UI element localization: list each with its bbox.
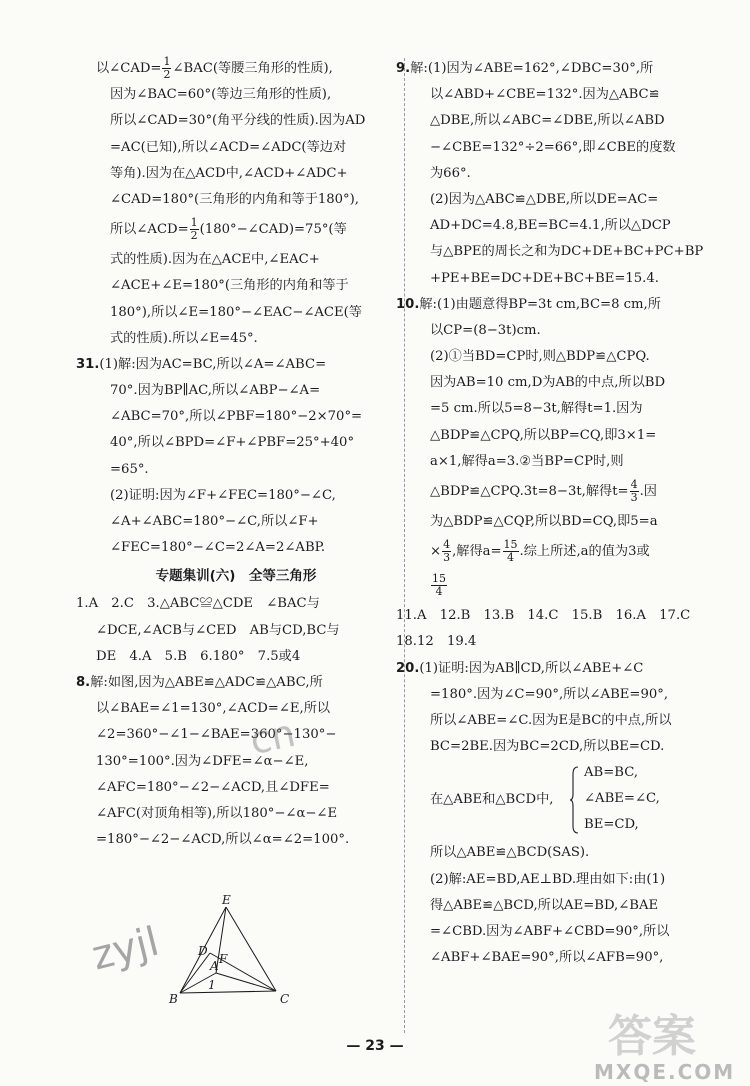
answer-line: 18.12 19.4: [396, 634, 477, 650]
left-brace-icon: [569, 766, 579, 834]
text-line: △DBE,所以∠ABC=∠DBE,所以∠ABD: [430, 113, 665, 129]
text-line: (2)因为△ABC≌△DBE,所以DE=AC=: [430, 191, 659, 207]
brace-items: [584, 760, 660, 838]
answer-line: ∠DCE,∠ACB与∠CED AB与CD,BC与: [96, 622, 340, 638]
text-line: ∠ABF+∠BAE=90°,所以∠AFB=90°,: [430, 950, 664, 966]
fraction: $\frac{15}{4}$: [503, 538, 518, 565]
text-line: 以∠ABD+∠CBE=132°.因为△ABC≌: [430, 87, 660, 103]
brace-item: AB=BC,: [584, 765, 639, 781]
right-column: [396, 56, 734, 971]
text-line: 70°.因为BP∥AC,所以∠ABP−∠A=: [110, 383, 321, 399]
text-line: 180°),所以∠E=180°−∠EAC−∠ACE(等: [110, 304, 362, 320]
brace-lead-text: 在△ABE和△BCD中,: [430, 792, 554, 808]
text-line: 因为∠BAC=60°(等边三角形的性质),: [110, 87, 332, 103]
fraction: $\frac{1}{2}$: [190, 216, 198, 243]
text-line: ∠AFC(对顶角相等),所以180°−∠α−∠E: [96, 805, 338, 821]
label-A: A: [210, 959, 219, 973]
text-line: =65°.: [110, 461, 149, 477]
question-8: 8.解:如图,因为△ABE≌△ADC≌△ABC,所: [76, 674, 323, 690]
question-20: 20.(1)证明:因为AB∥CD,所以∠ABE+∠C: [396, 660, 644, 676]
column-divider: [404, 58, 405, 1033]
answer-line: 11.A 12.B 13.B 14.C 15.B 16.A 17.C: [396, 608, 691, 624]
brace-system: [416, 760, 734, 840]
text-line: 得△ABE≌△BCD,所以AE=BD,∠BAE: [430, 897, 659, 913]
section-title: 专题集训(六) 全等三角形: [155, 568, 317, 585]
page-number: — 23 —: [346, 1038, 404, 1054]
text-line: ∠ABC=70°,所以∠PBF=180°−2×70°=: [110, 409, 363, 425]
text-line: =180°.因为∠C=90°,所以∠ABE=90°,: [430, 686, 669, 702]
text-line: =∠CBD.因为∠ABF+∠CBD=90°,所以: [430, 923, 670, 939]
text-line: 所以△ABE≌△BCD(SAS).: [430, 845, 590, 861]
text-line: 所以∠ABE=∠C.因为E是BC的中点,所以: [430, 712, 672, 728]
text-line: (2)解:AE=BD,AE⊥BD.理由如下:由(1): [430, 871, 666, 887]
text-line: (2)证明:因为∠F+∠FEC=180°−∠C,: [110, 487, 336, 503]
answer-line: DE 4.A 5.B 6.180° 7.5或4: [96, 648, 301, 664]
watermark-cn: cn: [245, 710, 300, 764]
label-F: F: [219, 952, 228, 966]
text-line: ∠CAD=180°(三角形的内角和等于180°),: [110, 191, 359, 207]
label-1: 1: [208, 978, 216, 992]
segment-BD: [180, 953, 210, 993]
text-line: =AC(已知),所以∠ACD=∠ADC(等边对: [110, 139, 347, 155]
answer-line: 1.A 2.C 3.△ABC≌△CDE ∠BAC与: [76, 596, 320, 612]
text-line: ∠2=360°−∠1−∠BAE=360°−130°−: [96, 727, 337, 743]
watermark-zyjl: zyjl: [87, 918, 164, 980]
text-line: +PE+BE=DC+DE+BC+BE=15.4.: [430, 270, 659, 286]
text-line: 与△BPE的周长之和为DC+DE+BC+PC+BP: [430, 244, 704, 260]
left-column: [76, 55, 396, 853]
text-line: ∠ACE+∠E=180°(三角形的内角和等于: [110, 278, 349, 294]
text-line: ∠AFC=180°−∠2−∠ACD,且∠DFE=: [96, 779, 330, 795]
text-line: 为△BDP≌△CQP,所以BD=CQ,即5=a: [430, 514, 658, 529]
fraction: $\frac{15}{4}$: [432, 572, 446, 599]
text-line: =5 cm.所以5=8−3t,解得t=1.因为: [430, 401, 643, 417]
text-line: =180°−∠2−∠ACD,所以∠α=∠2=100°.: [96, 832, 350, 848]
brace-item: BE=CD,: [584, 817, 639, 833]
text-line: 130°=100°.因为∠DFE=∠α−∠E,: [96, 753, 309, 769]
text-line: 所以∠ACD= $\frac{1}{2}$ (180°−∠CAD)=75°(等: [110, 216, 347, 243]
text-line: [416, 569, 734, 603]
question-31: 31.(1)解:因为AC=BC,所以∠A=∠ABC=: [76, 356, 327, 372]
watermark-answer-logo: 答案: [608, 1011, 696, 1062]
text-line: 40°,所以∠BPD=∠F+∠PBF=25°+40°: [110, 435, 355, 451]
fraction: $\frac{4}{3}$: [630, 478, 638, 504]
label-D: D: [198, 944, 208, 958]
text-line: 以∠BAE=∠1=130°,∠ACD=∠E,所以: [96, 701, 331, 717]
text-line: AD+DC=4.8,BE=BC=4.1,所以△DCP: [430, 218, 671, 234]
text-line: a×1,解得a=3.②当BP=CP时,则: [430, 453, 624, 469]
fraction: $\frac{1}{2}$: [163, 55, 171, 81]
brace-item: ∠ABE=∠C,: [584, 791, 660, 807]
watermark-site: MXQE.COM: [594, 1060, 736, 1084]
label-C: C: [280, 992, 290, 1006]
fraction: $\frac{4}{3}$: [443, 538, 451, 565]
text-line: (2)①当BD=CP时,则△BDP≌△CPQ.: [430, 349, 650, 365]
text-line: △BDP≌△CPQ.3t=8−3t,解得t= $\frac{4}{3}$ .因: [430, 478, 657, 504]
text-line: 式的性质).因为在△ACE中,∠EAC+: [110, 252, 320, 268]
text-line: 因为AB=10 cm,D为AB的中点,所以BD: [430, 375, 666, 391]
text-line: 为66°.: [430, 165, 471, 181]
text-line: −∠CBE=132°÷2=66°,即∠CBE的度数: [430, 139, 676, 155]
label-E: E: [222, 893, 231, 907]
label-B: B: [169, 992, 178, 1006]
text-line: 以CP=(8−3t)cm.: [430, 322, 541, 338]
text-line: △BDP≌△CPQ,所以BP=CQ,即3×1=: [430, 427, 657, 443]
text-line: 所以∠CAD=30°(角平分线的性质).因为AD: [110, 113, 366, 129]
question-10: 10.解:(1)由题意得BP=3t cm,BC=8 cm,所: [396, 296, 661, 312]
text-line: ∠FEC=180°−∠C=2∠A=2∠ABP.: [110, 540, 326, 556]
text-line: 以∠CAD= $\frac{1}{2}$ ∠BAC(等腰三角形的性质),: [96, 55, 333, 81]
text-line: × $\frac{4}{3}$ ,解得a= $\frac{15}{4}$ .综上所述,a的值为3或: [430, 538, 650, 565]
question-9: 9.解:(1)因为∠ABE=162°,∠DBC=30°,所: [396, 61, 654, 76]
text-line: 等角).因为在△ACD中,∠ACD+∠ADC+: [110, 165, 348, 181]
text-line: BC=2BE.因为BC=2CD,所以BE=CD.: [430, 739, 665, 755]
text-line: 式的性质).所以∠E=45°.: [110, 330, 258, 346]
geometry-figure: [168, 893, 298, 1013]
text-line: ∠A+∠ABC=180°−∠C,所以∠F+: [110, 514, 319, 529]
segment-BC: [180, 991, 276, 993]
